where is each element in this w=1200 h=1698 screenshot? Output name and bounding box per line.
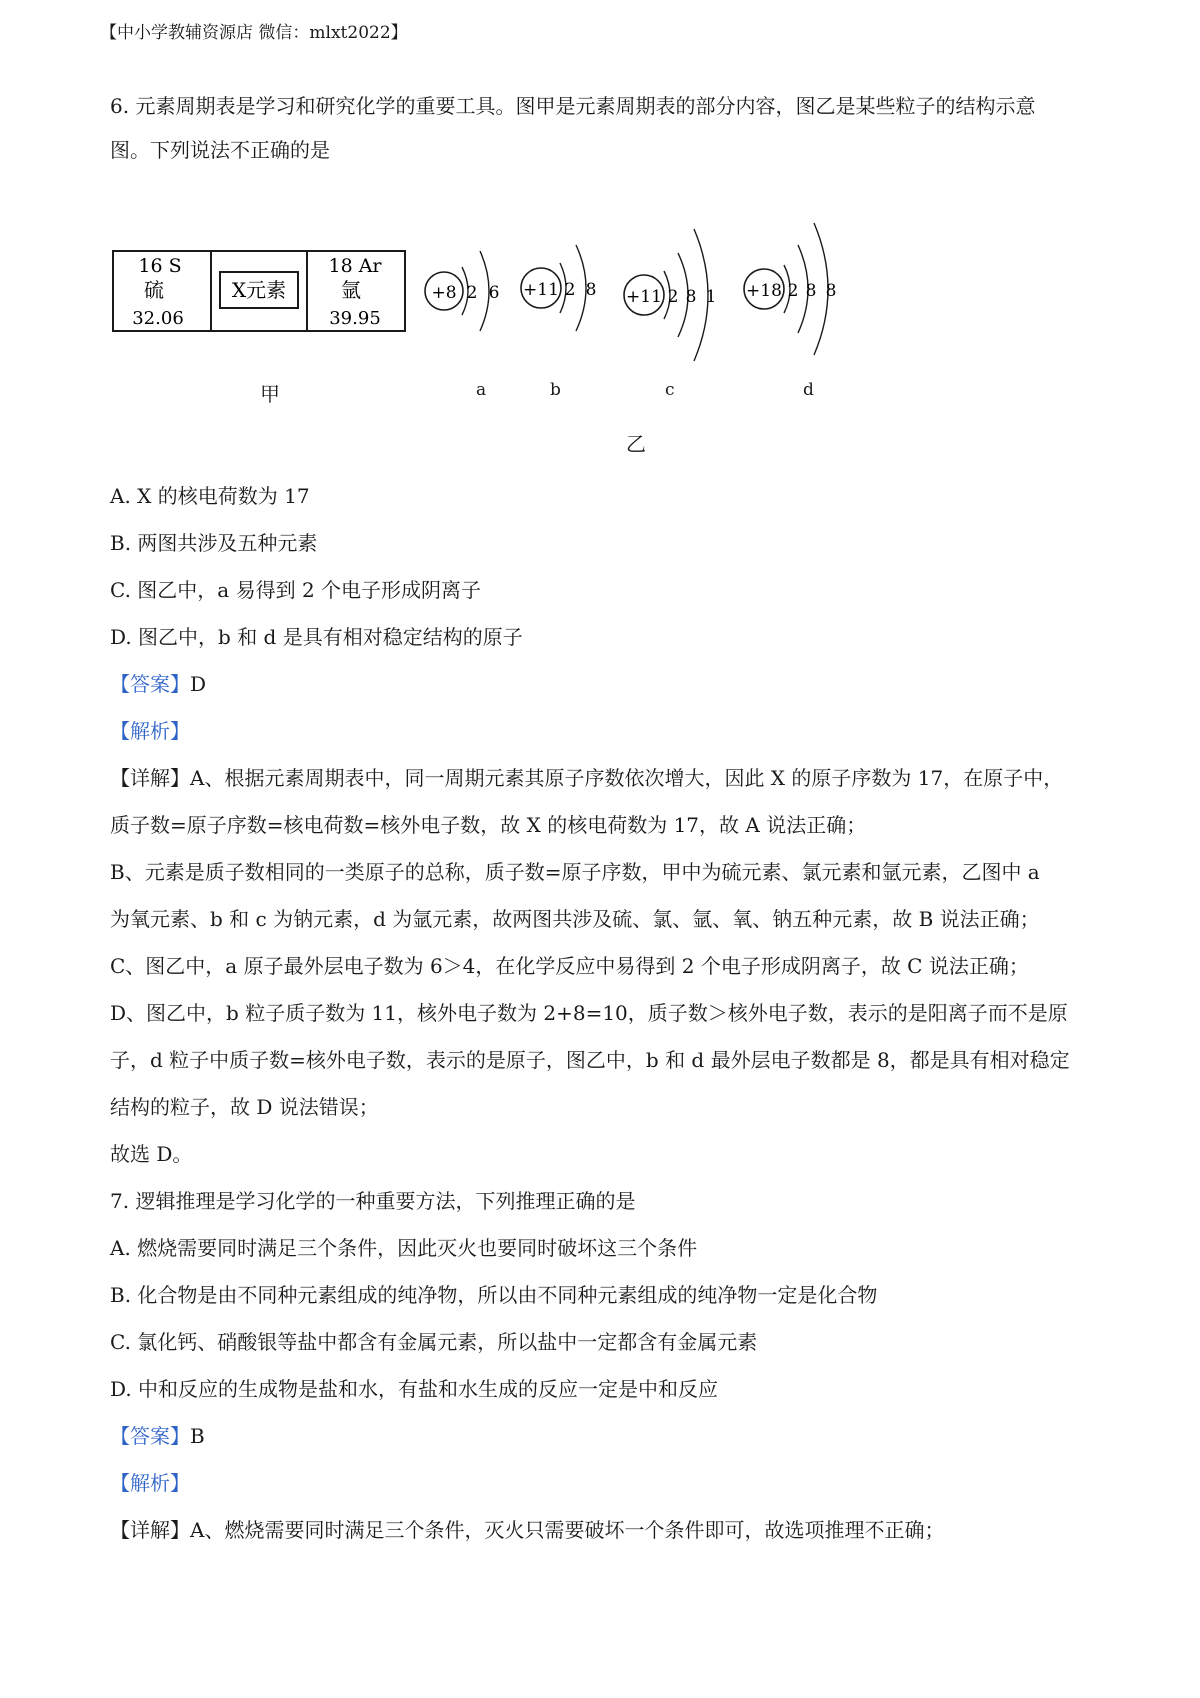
- cell3-number-symbol: 18 Ar: [328, 255, 382, 277]
- figure-jia-periodic-table: [112, 250, 412, 335]
- particle-a-nucleus: +8: [431, 283, 457, 303]
- particle-c-shell-1: 2: [667, 287, 679, 307]
- particle-b: [521, 245, 596, 331]
- q7-analysis-tag: 【解析】: [110, 1471, 190, 1495]
- q7-detail-tag: 【详解】: [110, 1518, 190, 1542]
- cell1-mass: 32.06: [132, 308, 184, 329]
- q6-detail-tag: 【详解】: [110, 766, 190, 790]
- particle-c-shell-3: 1: [705, 287, 717, 307]
- q6-option-c: C. 图乙中，a 易得到 2 个电子形成阴离子: [110, 578, 482, 602]
- particle-a-shell-2: 6: [488, 283, 500, 303]
- q6-answer-value: D: [190, 672, 207, 696]
- cell3-mass: 39.95: [329, 308, 381, 329]
- figure-yi-label: 乙: [626, 432, 646, 456]
- particle-b-label: b: [550, 380, 561, 400]
- q6-answer: [110, 670, 206, 698]
- q7-option-a: A. 燃烧需要同时满足三个条件，因此灭火也要同时破坏这三个条件: [110, 1236, 698, 1260]
- particle-c-label: c: [665, 380, 675, 400]
- particle-d: [744, 223, 836, 355]
- figure-jia-label: 甲: [260, 382, 280, 406]
- q6-detail-line2: 质子数=原子序数=核电荷数=核外电子数，故 X 的核电荷数为 17，故 A 说法正确；: [110, 813, 867, 837]
- q6-detail-line3: B、元素是质子数相同的一类原子的总称，质子数=原子序数，甲中为硫元素、氯元素和氩元素，乙图中 a: [110, 860, 1040, 884]
- q6-detail-line4: 为氧元素、b 和 c 为钠元素，d 为氩元素，故两图共涉及硫、氯、氩、氧、钠五种元素，故 B 说法正确；: [110, 907, 1040, 931]
- particle-d-shell-1: 2: [787, 281, 799, 301]
- q6-detail-line6: D、图乙中，b 粒子质子数为 11，核外电子数为 2+8=10，质子数＞核外电子数，表示的是阳离子而不是原: [110, 1001, 1068, 1025]
- q7-option-d: D. 中和反应的生成物是盐和水，有盐和水生成的反应一定是中和反应: [110, 1377, 719, 1401]
- q7-answer-tag: 【答案】: [110, 1424, 190, 1448]
- q7-answer: [110, 1422, 205, 1450]
- q7-answer-value: B: [190, 1424, 205, 1448]
- q6-answer-tag: 【答案】: [110, 672, 190, 696]
- particle-d-nucleus: +18: [746, 281, 782, 301]
- particle-b-nucleus: +11: [523, 280, 559, 300]
- q6-detail-line5: C、图乙中，a 原子最外层电子数为 6＞4，在化学反应中易得到 2 个电子形成阴离子，故 C 说法正确；: [110, 954, 1029, 978]
- cell1-number-symbol: 16 S: [138, 255, 182, 277]
- q6-option-b: B. 两图共涉及五种元素: [110, 531, 318, 555]
- q6-analysis-tag: 【解析】: [110, 719, 190, 743]
- q6-option-d: D. 图乙中，b 和 d 是具有相对稳定结构的原子: [110, 625, 523, 649]
- particle-a-shell-1: 2: [466, 283, 478, 303]
- particle-a: [425, 251, 499, 331]
- cell2-name: X元素: [231, 278, 287, 302]
- particle-c-nucleus: +11: [626, 287, 662, 307]
- page-header: 【中小学教辅资源店 微信：mlxt2022】: [100, 23, 408, 43]
- particle-b-shell-1: 2: [564, 280, 576, 300]
- q6-detail-line7: 子，d 粒子中质子数=核外电子数，表示的是原子，图乙中，b 和 d 最外层电子数都是 8，都是具有相对稳定: [110, 1048, 1070, 1072]
- particle-d-shell-3: 8: [825, 281, 837, 301]
- q7-option-c: C. 氯化钙、硝酸银等盐中都含有金属元素，所以盐中一定都含有金属元素: [110, 1330, 758, 1354]
- figure-yi-particle-diagrams: [420, 215, 860, 390]
- particle-c: [624, 229, 716, 361]
- q7-stem: 7. 逻辑推理是学习化学的一种重要方法，下列推理正确的是: [110, 1189, 636, 1213]
- particle-a-label: a: [476, 380, 487, 400]
- q6-option-a: A. X 的核电荷数为 17: [110, 484, 310, 508]
- particle-d-label: d: [803, 380, 814, 400]
- q7-option-b: B. 化合物是由不同种元素组成的纯净物，所以由不同种元素组成的纯净物一定是化合物: [110, 1283, 878, 1307]
- q7-detail-line1: 【详解】A、燃烧需要同时满足三个条件，灭火只需要破坏一个条件即可，故选项推理不正确；: [110, 1518, 945, 1542]
- q6-conclusion: 故选 D。: [110, 1142, 193, 1166]
- q6-stem-line1: 6. 元素周期表是学习和研究化学的重要工具。图甲是元素周期表的部分内容，图乙是某些粒子的结构示意: [110, 94, 1036, 118]
- particle-d-shell-2: 8: [805, 281, 817, 301]
- cell3-name: 氩: [341, 278, 361, 302]
- q6-detail-line8: 结构的粒子，故 D 说法错误；: [110, 1095, 379, 1119]
- particle-b-shell-2: 8: [585, 280, 597, 300]
- cell1-name: 硫: [144, 278, 164, 302]
- q6-stem-line2: 图。下列说法不正确的是: [110, 138, 330, 162]
- particle-c-shell-2: 8: [685, 287, 697, 307]
- q6-detail-line1: 【详解】A、根据元素周期表中，同一周期元素其原子序数依次增大，因此 X 的原子序数为 17，在原子中，: [110, 766, 1064, 790]
